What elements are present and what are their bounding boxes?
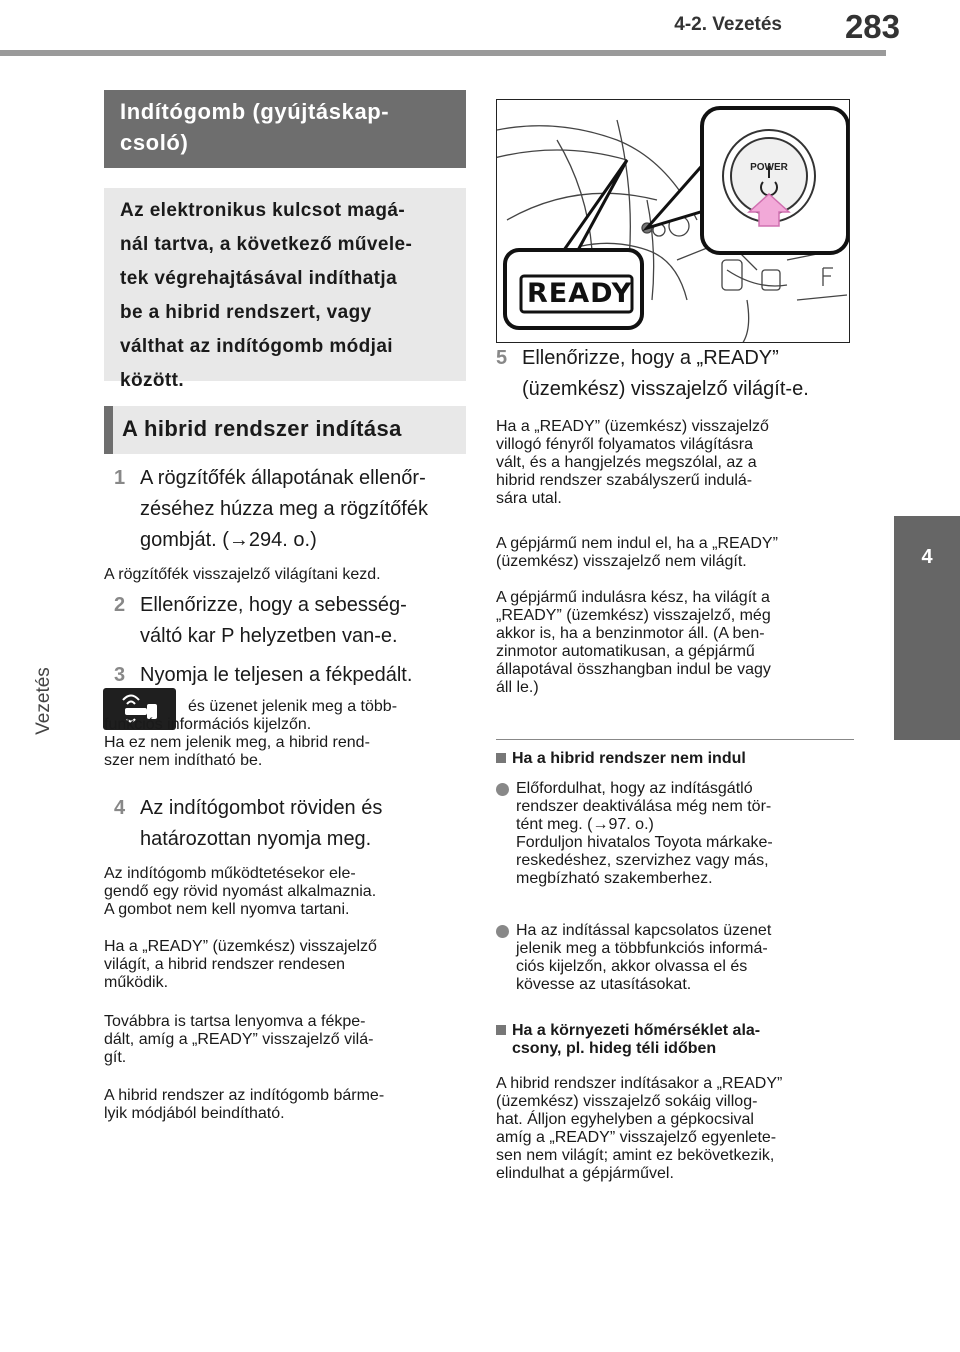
chapter-number: 4 [921,546,933,568]
step-5: 5 Ellenőrizze, hogy a „READY” (üzemkész) visszajelző világít-e. [496,347,809,400]
paragraph: Továbbra is tartsa lenyomva a fékpe- dált, amíg a „READY” visszajelző vilá- gít. [104,1013,374,1066]
ready-indicator-label: READY [527,278,633,309]
heading-start-hybrid: A hibrid rendszer indítása [104,406,466,454]
step-4: 4 Az indítógombot röviden és határozottan nyomja meg. [114,797,383,850]
header-rule [0,50,886,56]
section-title: 4-2. Vezetés [674,14,782,35]
paragraph: A hibrid rendszer az indítógomb bárme- lyik módjából beindítható. [104,1087,385,1122]
dashboard-illustration [496,99,850,343]
square-bullet-icon [496,1025,506,1035]
paragraph: A gépjármű indulásra kész, ha világít a „READY” (üzemkész) visszajelző, még akkor is, ha a benzinmotor áll. (A ben- zinmotor automatikusan, a gépjármű állapotával összhangban indul be vagy áll le.) [496,589,771,696]
subheading-cold-weather: Ha a környezeti hőmérséklet ala- csony, pl. hideg téli időben [496,1022,856,1058]
paragraph: A gépjármű nem indul el, ha a „READY” (üzemkész) visszajelző nem világít. [496,535,778,570]
bullet-item: Előfordulhat, hogy az indításgátló rendszer deaktiválása még nem tör- tént meg. (→97. o.) Forduljon hivatalos Toyota márkake- reskedéshez, szervizhez vagy más, megbízható szakemberhez. [496,780,856,888]
divider [496,739,854,740]
heading-power-switch: Indítógomb (gyújtáskap- csoló) [104,90,466,168]
power-button-label: POWER [750,162,788,173]
step-2: 2 Ellenőrizze, hogy a sebesség- váltó kar P helyzetben van-e. [114,594,407,647]
step-1-note: A rögzítőfék visszajelző világítani kezd. [104,566,381,583]
chapter-tab-label: Vezetés [33,667,54,735]
paragraph: A hibrid rendszer indításakor a „READY” (üzemkész) visszajelző sokáig villog- hat. Álljon egyhelyben a gépkocsival amíg a „READY” visszajelző egyenlete- sen nem világít; amint ez bekövetkezik, elindulhat a gépjárművel. [496,1075,783,1182]
bullet-dot-icon [496,783,509,796]
bullet-item: Ha az indítással kapcsolatos üzenet jelenik meg a többfunkciós informá- ciós kijelzőn, akkor olvassa el és kövesse az utasításokat. [496,922,856,994]
bullet-dot-icon [496,925,509,938]
paragraph: Az indítógomb működtetésekor ele- gendő egy rövid nyomást alkalmaznia. A gombot nem kell nyomva tartani. [104,865,377,918]
paragraph: Ha a „READY” (üzemkész) visszajelző világít, a hibrid rendszer rendesen működik. [104,938,377,991]
square-bullet-icon [496,753,506,763]
page-number: 283 [844,8,900,45]
step-3-note: és üzenet jelenik meg a több- funkciós információs kijelzőn. Ha ez nem jelenik meg, a hibrid rend- szer nem indítható be. [104,698,398,769]
step-1: 1 A rögzítőfék állapotának ellenőr- zéséhez húzza meg a rögzítőfék gombját. (→294. o.) [114,467,428,551]
subheading-not-start: Ha a hibrid rendszer nem indul [496,750,856,768]
heading-bar [104,406,113,454]
chapter-tab [894,516,960,740]
intro-box: Az elektronikus kulcsot magá- nál tartva, a következő művele- tek végrehajtásával indíthatja be a hibrid rendszert, vagy válthat az indítógomb módjai között. [104,188,466,381]
paragraph: Ha a „READY” (üzemkész) visszajelző villogó fényről folyamatos világításra vált, és a hangjelzés megszólal, az a hibrid rendszer szabályszerű indulá- sára utal. [496,418,769,507]
step-3: 3 Nyomja le teljesen a fékpedált. [114,664,413,686]
